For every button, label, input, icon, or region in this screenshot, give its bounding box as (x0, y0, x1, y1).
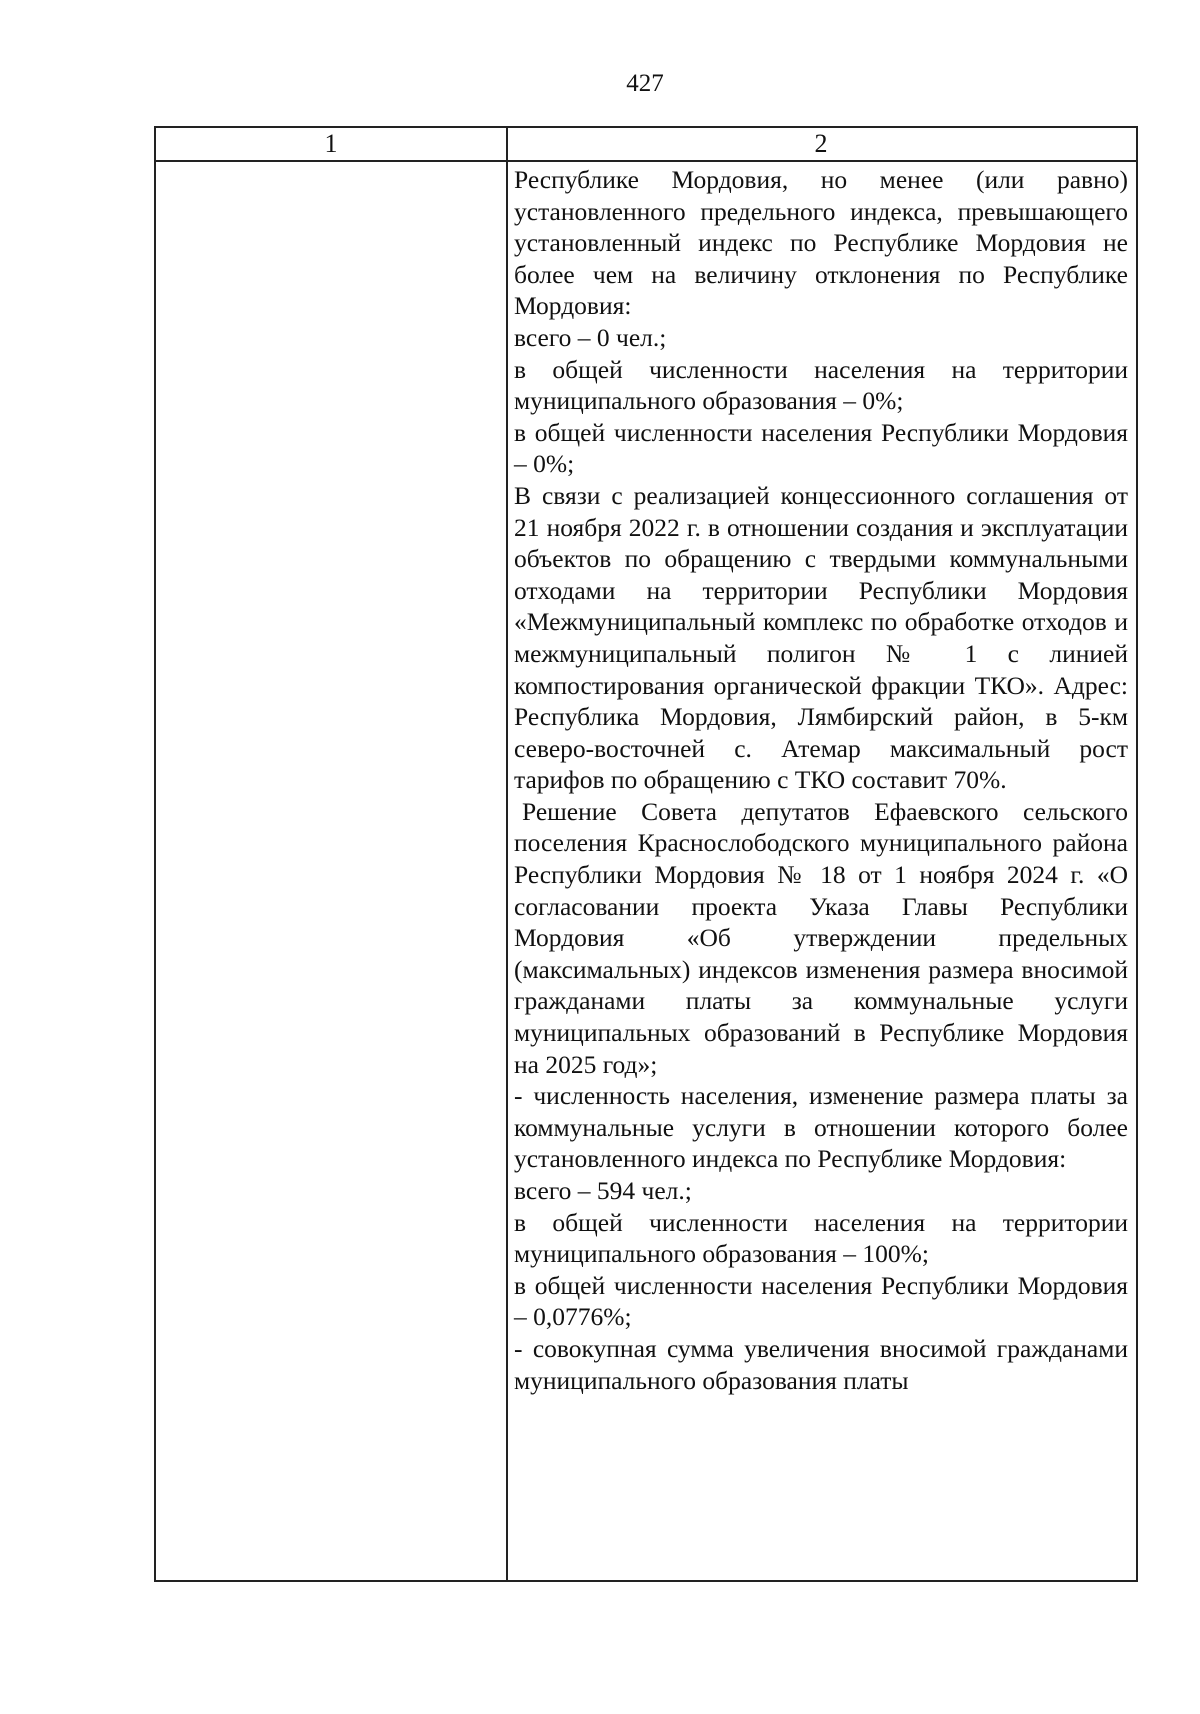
column-divider (506, 128, 508, 1580)
column-header-1: 1 (324, 129, 338, 158)
paragraph: в общей численности населения Республики Мордовия – 0%; (514, 417, 1128, 479)
paragraph: в общей численности населения Республики Мордовия – 0,0776%; (514, 1270, 1128, 1332)
paragraph: всего – 0 чел.; (514, 322, 667, 352)
paragraph: В связи с реализацией концессионного соглашения от 21 ноября 2022 г. в отношении создания и эксплуатации объектов по обращению с твердыми коммунальными отходами на территории Республики Мордовия «Межмуниципальный комплекс по обработке отходов и межмуниципальный полигон № 1 с линией компостирования органической фракции ТКО». Адрес: Республика Мордовия, Лямбирский район, в 5-км северо-восточней с. Атемар максимальный рост тарифов по обращению с ТКО составит 70%. (514, 480, 1128, 795)
column-2-content (514, 164, 1128, 1396)
paragraph: Решение Совета депутатов Ефаевского сельского поселения Краснослободского муниципального района Республики Мордовия № 18 от 1 ноября 2024 г. «О согласовании проекта Указа Главы Республики Мордовия «Об утверждении предельных (максимальных) индексов изменения размера вносимой гражданами платы за коммунальные услуги муниципальных образований в Республике Мордовия на 2025 год»; (514, 796, 1128, 1079)
paragraph: - численность населения, изменение размера платы за коммунальные услуги в отношении которого более установленного индекса по Республике Мордовия: (514, 1081, 1128, 1174)
paragraph: - совокупная сумма увеличения вносимой гражданами муниципального образования платы (514, 1333, 1128, 1395)
paragraph: Республике Мордовия, но менее (или равно) установленного предельного индекса, превышающего установленный индекс по Республике Мордовия не более чем на величину отклонения по Республике Мордовия: (514, 165, 1128, 321)
page-number: 427 (626, 70, 664, 97)
paragraph: в общей численности населения на территории муниципального образования – 100%; (514, 1207, 1128, 1269)
document-table (154, 126, 1138, 1582)
table-header-row (156, 128, 1136, 162)
paragraph: всего – 594 чел.; (514, 1176, 692, 1205)
column-header-2: 2 (814, 129, 828, 158)
paragraph: в общей численности населения на территории муниципального образования – 0%; (514, 354, 1128, 416)
